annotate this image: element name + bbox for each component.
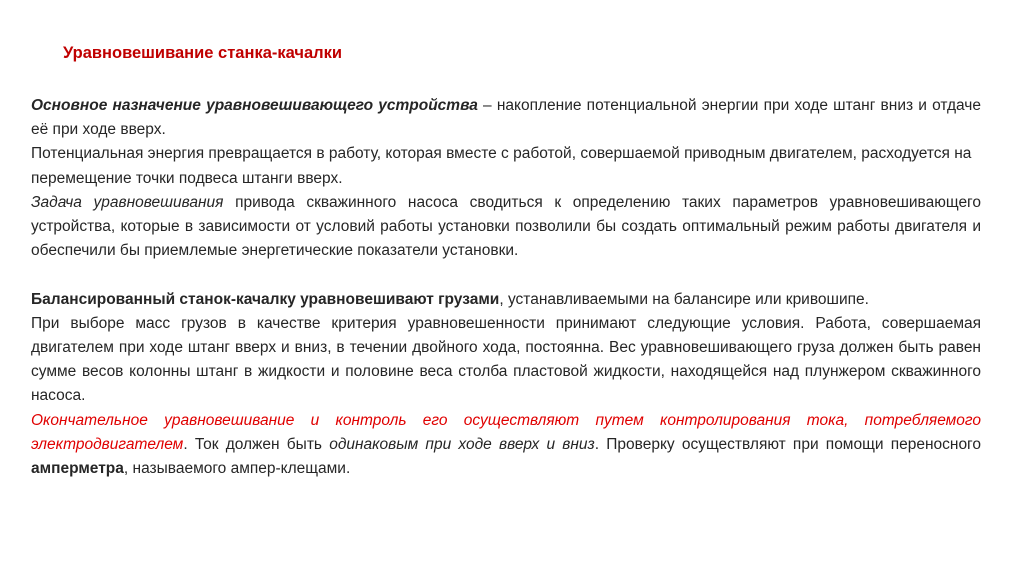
control-italic: одинаковым при ходе вверх и вниз (329, 435, 595, 453)
paragraph-control (31, 409, 981, 482)
spacer (31, 263, 981, 287)
ammeter-term: амперметра (31, 460, 124, 478)
paragraph-task (31, 191, 981, 264)
paragraph-purpose (31, 94, 981, 142)
task-term: Задача уравновешивания (31, 193, 224, 211)
paragraph-energy: Потенциальная энергия превращается в работу, которая вместе с работой, совершаемой приводным двигателем, расходуется на перемещение точки подвеса штанги вверх. (31, 145, 972, 187)
purpose-term: Основное назначение уравновешивающего устройства (31, 97, 478, 114)
slide-body (31, 94, 981, 481)
weights-text: , устанавливаемыми на балансире или кривошипе. (499, 290, 869, 308)
control-text-3: , называемого ампер-клещами. (123, 460, 351, 478)
paragraph-weights (31, 288, 981, 312)
control-highlight: Окончательное уравновешивание и контроль его осуществляют путем контролирования тока, потребляемого электродвигателем (31, 411, 981, 453)
slide-title: Уравновешивание станка-качалки (63, 44, 343, 62)
control-text-1: . Ток должен быть (183, 435, 330, 453)
weights-term: Балансированный станок-качалку уравновешивают грузами (31, 290, 500, 308)
purpose-text: – накопление потенциальной энергии при ходе штанг вниз и отдаче её при ходе вверх. (31, 97, 981, 139)
task-text: привода скважинного насоса сводиться к определению таких параметров уравновешивающего устройства, которые в зависимости от условий работы установки позволили бы создать оптимальный режим работы двигателя и обеспечили бы приемлемые энергетические показатели установки. (31, 193, 981, 260)
paragraph-criteria: При выборе масс грузов в качестве критерия уравновешенности принимают следующие условия. Работа, совершаемая двигателем при ходе штанг вверх и вниз, в течении двойного хода, постоянна. Вес уравновешивающего груза должен быть равен сумме весов колонны штанг в жидкости и половине веса столба пластовой жидкости, находящейся над плунжером скважинного насоса. (31, 314, 981, 405)
control-text-2: . Проверку осуществляют при помощи переносного (594, 435, 981, 453)
